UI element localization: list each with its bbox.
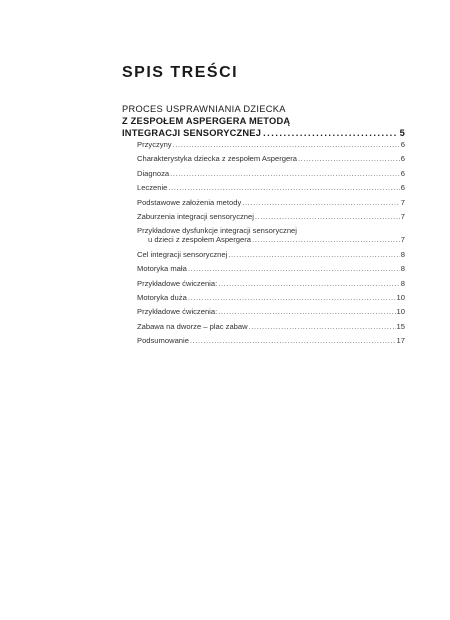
entry-page-number: 8 bbox=[400, 249, 405, 259]
dot-leader bbox=[170, 169, 400, 178]
toc-entry bbox=[137, 226, 405, 244]
dot-leader bbox=[252, 235, 400, 244]
toc-entry bbox=[137, 169, 405, 178]
toc-chapter bbox=[122, 103, 405, 139]
dot-leader bbox=[298, 154, 400, 163]
chapter-page-number: 5 bbox=[399, 128, 405, 138]
dot-leader bbox=[263, 127, 398, 139]
dot-leader bbox=[173, 140, 400, 149]
toc-entry bbox=[137, 307, 405, 316]
entry-line-1-row bbox=[137, 226, 405, 235]
toc-entry bbox=[137, 183, 405, 192]
dot-leader bbox=[218, 307, 395, 316]
chapter-title-line-3: INTEGRACJI SENSORYCZNEJ bbox=[122, 128, 262, 138]
chapter-title-line-2: Z ZESPOŁEM ASPERGERA METODĄ bbox=[122, 116, 291, 126]
dot-leader bbox=[188, 264, 400, 273]
dot-leader bbox=[228, 250, 399, 259]
dot-leader bbox=[190, 336, 396, 345]
toc-entry bbox=[137, 140, 405, 149]
entry-title: Charakterystyka dziecka z zespołem Aspergera bbox=[137, 154, 297, 164]
toc-entry bbox=[137, 212, 405, 221]
toc-entry bbox=[137, 293, 405, 302]
entry-page-number: 10 bbox=[396, 307, 405, 317]
toc-entry bbox=[137, 154, 405, 163]
entry-title: Zabawa na dworze – plac zabaw bbox=[137, 321, 248, 331]
toc-entries bbox=[137, 140, 405, 350]
dot-leader bbox=[168, 183, 399, 192]
entry-page-number: 17 bbox=[396, 336, 405, 346]
dot-leader bbox=[218, 279, 400, 288]
entry-title-line-2: u dzieci z zespołem Aspergera bbox=[148, 235, 251, 245]
entry-page-number: 8 bbox=[400, 278, 405, 288]
toc-entry bbox=[137, 279, 405, 288]
entry-page-number: 7 bbox=[400, 235, 405, 245]
toc-entry bbox=[137, 322, 405, 331]
entry-title: Przyczyny bbox=[137, 140, 172, 149]
entry-title: Motoryka mała bbox=[137, 264, 187, 274]
dot-leader bbox=[249, 322, 396, 331]
entry-page-number: 7 bbox=[400, 211, 405, 221]
entry-title: Przykładowe ćwiczenia: bbox=[137, 278, 218, 288]
entry-page-number: 8 bbox=[400, 264, 405, 274]
entry-page-number: 7 bbox=[400, 197, 405, 207]
dot-leader bbox=[242, 198, 400, 207]
entry-page-number: 6 bbox=[400, 140, 405, 149]
chapter-title-line-3-row bbox=[122, 127, 405, 139]
entry-title: Motoryka duża bbox=[137, 292, 187, 302]
entry-page-number: 6 bbox=[400, 168, 405, 178]
entry-page-number: 10 bbox=[396, 292, 405, 302]
entry-line-2-row bbox=[137, 235, 405, 244]
entry-title: Leczenie bbox=[137, 183, 168, 193]
toc-entry bbox=[137, 264, 405, 273]
dot-leader bbox=[188, 293, 396, 302]
toc-entry bbox=[137, 336, 405, 345]
entry-title: Zaburzenia integracji sensorycznej bbox=[137, 211, 254, 221]
entry-page-number: 6 bbox=[400, 154, 405, 164]
entry-title: Przykładowe ćwiczenia: bbox=[137, 307, 218, 317]
toc-entry bbox=[137, 198, 405, 207]
chapter-title-line-1: PROCES USPRAWNIANIA DZIECKA bbox=[122, 104, 286, 114]
entry-title: Cel integracji sensorycznej bbox=[137, 249, 228, 259]
entry-page-number: 6 bbox=[400, 183, 405, 193]
entry-page-number: 15 bbox=[396, 321, 405, 331]
entry-title: Diagnoza bbox=[137, 168, 170, 178]
toc-entry bbox=[137, 250, 405, 259]
dot-leader bbox=[255, 212, 400, 221]
entry-title: Podsumowanie bbox=[137, 336, 189, 346]
entry-title: Podstawowe założenia metody bbox=[137, 197, 242, 207]
toc-title: SPIS TREŚCI bbox=[122, 64, 239, 81]
entry-title-line-1: Przykładowe dysfunkcje integracji sensorycznej bbox=[137, 226, 297, 236]
